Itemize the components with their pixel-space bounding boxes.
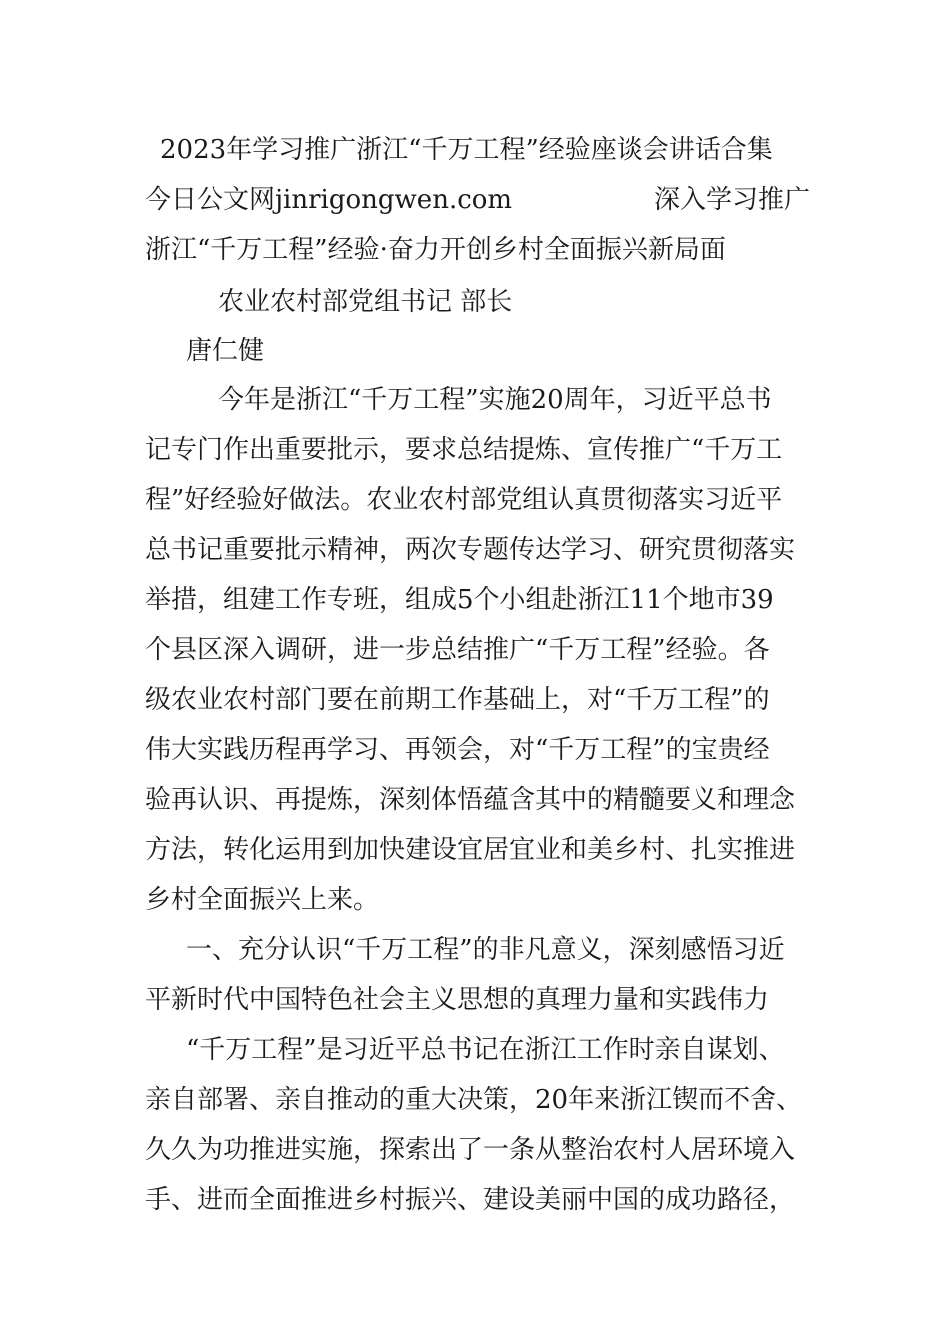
author-name: 唐仁健 [186, 336, 265, 366]
paragraph-line: 方法，转化运用到加快建设宜居宜业和美乡村、扎实推进 [145, 835, 796, 865]
paragraph-line: 伟大实践历程再学习、再领会，对“千万工程”的宝贵经 [145, 735, 770, 765]
paragraph-line: 记专门作出重要批示，要求总结提炼、宣传推广“千万工 [145, 435, 783, 465]
document-title: 2023年学习推广浙江“千万工程”经验座谈会讲话合集 [160, 135, 773, 165]
paragraph-line: 验再认识、再提炼，深刻体悟蕴含其中的精髓要义和理念 [145, 785, 796, 815]
paragraph-line: 久久为功推进实施，探索出了一条从整治农村人居环境入 [145, 1135, 796, 1165]
paragraph-line: 个县区深入调研，进一步总结推广“千万工程”经验。各 [145, 635, 770, 665]
paragraph-line: 举措，组建工作专班，组成5个小组赴浙江11个地市39 [145, 585, 774, 615]
subtitle-continued: 浙江“千万工程”经验·奋力开创乡村全面振兴新局面 [145, 235, 726, 265]
subtitle-start: 深入学习推广 [653, 185, 810, 215]
site-name: 今日公文网jinrigongwen.com [145, 185, 513, 215]
heading-line: 平新时代中国特色社会主义思想的真理力量和实践伟力 [145, 985, 770, 1015]
paragraph-line: 手、进而全面推进乡村振兴、建设美丽中国的成功路径， [145, 1185, 796, 1215]
paragraph-line: 总书记重要批示精神，两次专题传达学习、研究贯彻落实 [145, 535, 796, 565]
paragraph-line: 程”好经验好做法。农业农村部党组认真贯彻落实习近平 [145, 485, 783, 515]
paragraph-line: “千万工程”是习近平总书记在浙江工作时亲自谋划、 [186, 1035, 785, 1065]
paragraph-line: 乡村全面振兴上来。 [145, 885, 380, 915]
heading-line: 一、充分认识“千万工程”的非凡意义，深刻感悟习近 [186, 935, 785, 965]
paragraph-line: 亲自部署、亲自推动的重大决策，20年来浙江锲而不舍、 [145, 1085, 803, 1115]
site-line [145, 184, 810, 216]
paragraph-line: 今年是浙江“千万工程”实施20周年，习近平总书 [218, 385, 772, 415]
author-role: 农业农村部党组书记 部长 [218, 287, 513, 317]
paragraph-line: 级农业农村部门要在前期工作基础上，对“千万工程”的 [145, 685, 770, 715]
